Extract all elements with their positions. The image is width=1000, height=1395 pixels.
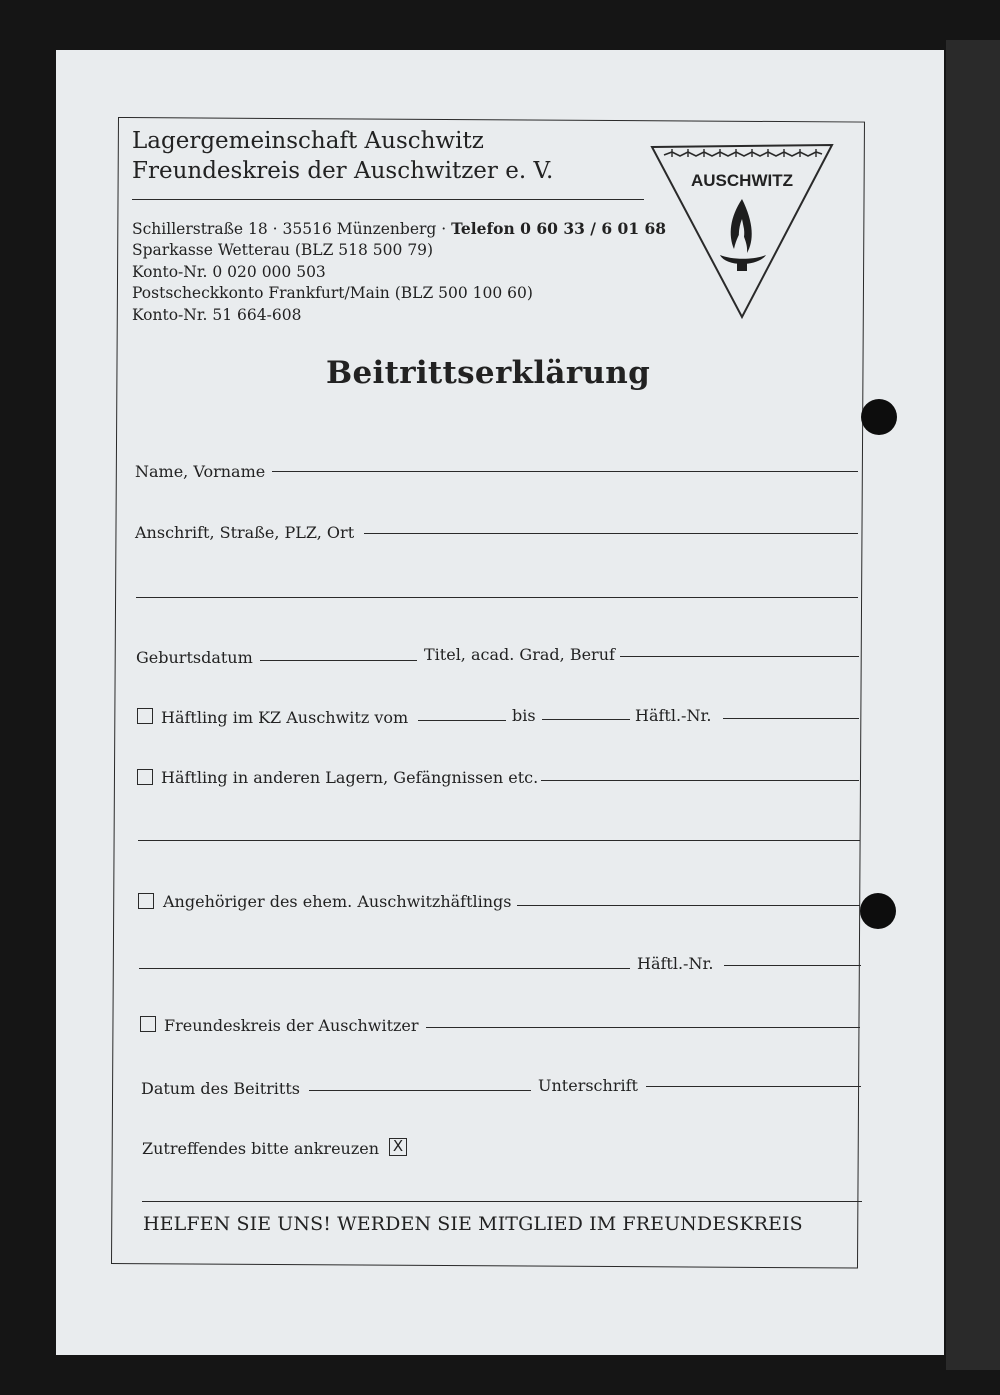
bis-label: bis <box>512 706 536 725</box>
prisoner-other-checkbox[interactable] <box>137 769 153 785</box>
friends-circle-label: Freundeskreis der Auschwitzer <box>164 1016 419 1035</box>
punch-hole-bottom <box>860 893 896 929</box>
bank-sparkasse: Sparkasse Wetterau (BLZ 518 500 79) <box>132 241 434 259</box>
name-label: Name, Vorname <box>135 462 266 481</box>
punch-hole-top <box>861 399 897 435</box>
address-field[interactable] <box>364 533 858 534</box>
friends-circle-checkbox[interactable] <box>140 1016 156 1032</box>
check-example-box: X <box>389 1138 407 1156</box>
signature-label: Unterschrift <box>538 1076 638 1095</box>
join-date-field[interactable] <box>309 1090 531 1091</box>
relative-checkbox[interactable] <box>138 893 154 909</box>
logo-text: AUSCHWITZ <box>691 171 793 190</box>
auschwitz-logo <box>650 143 834 323</box>
relative-nr-label: Häftl.-Nr. <box>637 954 714 973</box>
account-number-1: Konto-Nr. 0 020 000 503 <box>132 263 326 281</box>
prisoner-other-label: Häftling in anderen Lagern, Gefängnissen etc. <box>161 768 539 787</box>
org-name: Lagergemeinschaft Auschwitz <box>132 128 484 154</box>
friends-circle-field[interactable] <box>426 1027 860 1028</box>
address-label: Anschrift, Straße, PLZ, Ort <box>135 523 355 542</box>
prisoner-to-field[interactable] <box>542 719 630 720</box>
relative-label: Angehöriger des ehem. Auschwitzhäftlings <box>163 892 512 911</box>
bank-postscheck: Postscheckkonto Frankfurt/Main (BLZ 500 100 60) <box>132 284 533 302</box>
street-address: Schillerstraße 18 · 35516 Münzenberg · <box>132 220 452 238</box>
footer-slogan: HELFEN SIE UNS! WERDEN SIE MITGLIED IM FREUNDESKREIS <box>143 1213 803 1235</box>
title-field[interactable] <box>620 656 859 657</box>
footer-rule <box>142 1201 862 1202</box>
logo-triangle-icon <box>650 143 834 323</box>
address-line <box>132 219 666 238</box>
relative-nr-field[interactable] <box>724 965 861 966</box>
check-note: Zutreffendes bitte ankreuzen <box>142 1139 380 1158</box>
flame-icon <box>720 199 766 271</box>
prisoner-other-field[interactable] <box>541 780 859 781</box>
prisoner-nr-field[interactable] <box>723 718 859 719</box>
title-label: Titel, acad. Grad, Beruf <box>424 645 615 664</box>
birthdate-label: Geburtsdatum <box>136 648 253 667</box>
form-title: Beitrittserklärung <box>326 355 651 391</box>
name-field[interactable] <box>272 471 858 472</box>
telephone: Telefon 0 60 33 / 6 01 68 <box>451 219 667 238</box>
background-page-edge <box>946 40 1000 1370</box>
relative-field[interactable] <box>517 905 860 906</box>
org-subtitle: Freundeskreis der Auschwitzer e. V. <box>132 158 554 184</box>
address-field-line2[interactable] <box>136 597 858 598</box>
prisoner-other-field-line2[interactable] <box>138 840 860 841</box>
prisoner-nr-label: Häftl.-Nr. <box>635 706 712 725</box>
account-number-2: Konto-Nr. 51 664-608 <box>132 306 302 324</box>
prisoner-auschwitz-checkbox[interactable] <box>137 708 153 724</box>
birthdate-field[interactable] <box>260 660 417 661</box>
header-rule <box>132 199 644 200</box>
prisoner-auschwitz-label: Häftling im KZ Auschwitz vom <box>161 708 409 727</box>
relative-name-field[interactable] <box>139 968 630 969</box>
signature-field[interactable] <box>646 1086 861 1087</box>
prisoner-from-field[interactable] <box>418 720 506 721</box>
join-date-label: Datum des Beitritts <box>141 1079 300 1098</box>
